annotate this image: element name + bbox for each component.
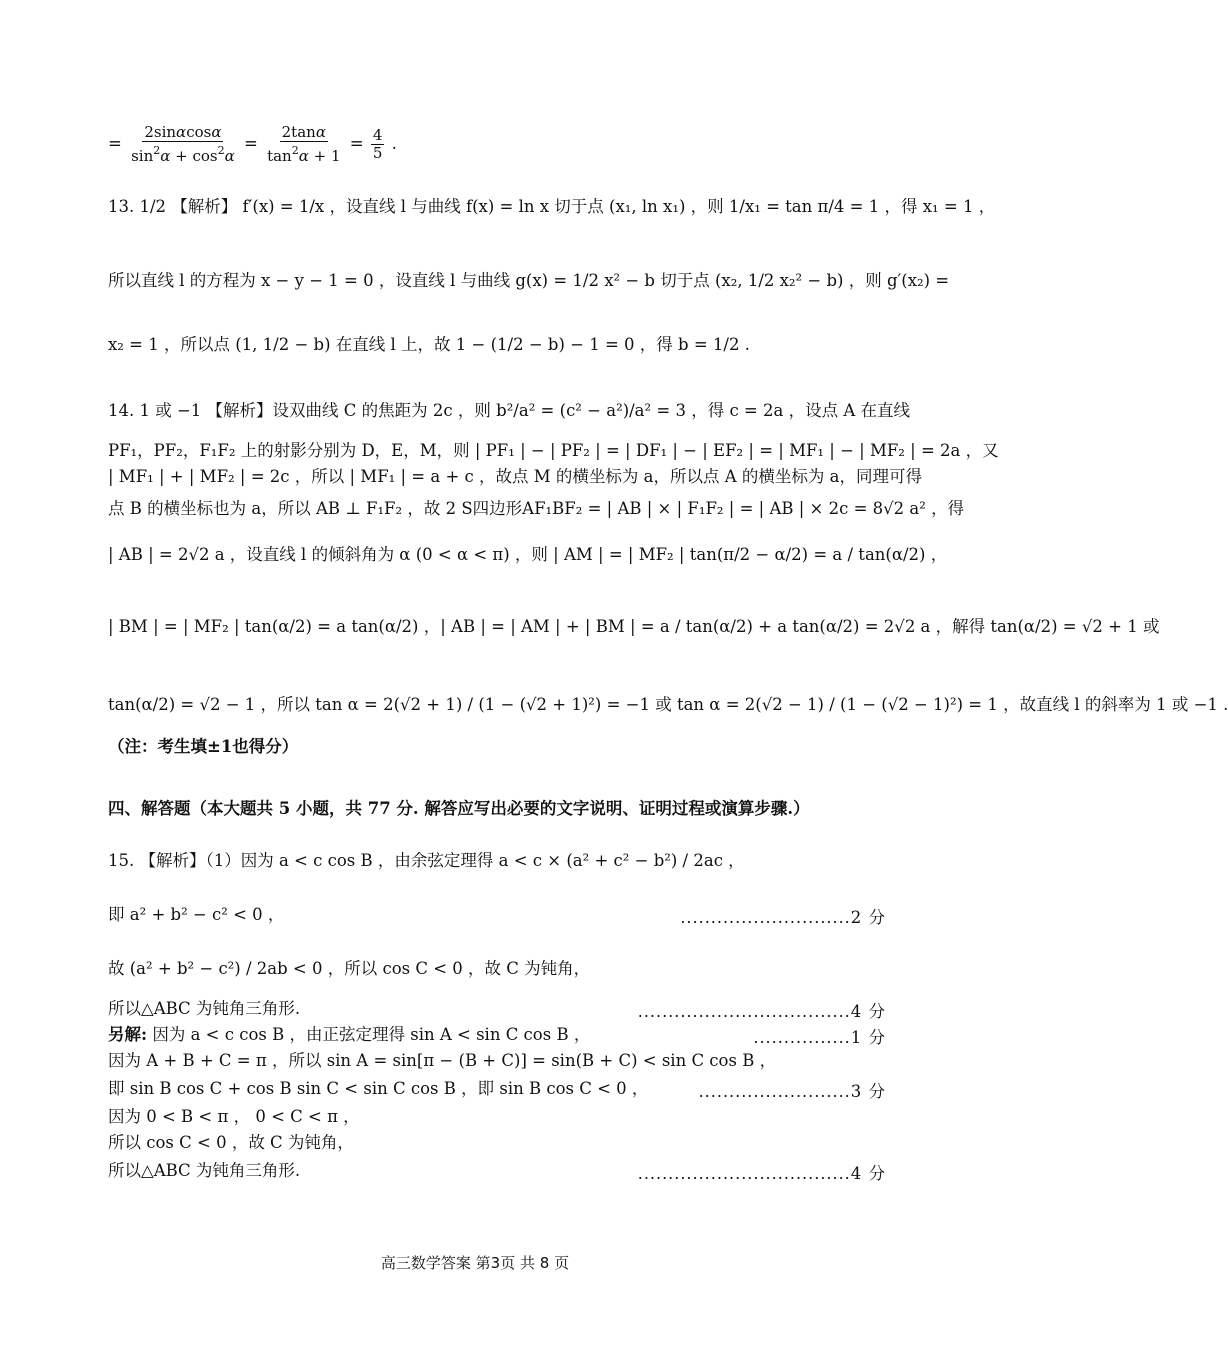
q14-line2-text: PF₁，PF₂，F₁F₂ 上的射影分别为 D，E，M，则 | PF₁ | − | PF₂ | = | DF₁ | − | EF₂ | = | MF₁ | − | MF₂ | = 2a ，又 xyxy=(108,441,999,460)
q14-line5-text: | AB | = 2√2 a ，设直线 l 的倾斜角为 α (0 < α < π) ，则 | AM | = | MF₂ | tan(π/2 − α/2) = a / tan(α/2) ， xyxy=(108,545,948,564)
page-footer-text: 高三数学答案 第3页 共 8 页 xyxy=(380,1254,570,1272)
q15-alt4 xyxy=(108,1106,360,1128)
q14-line3 xyxy=(108,466,922,488)
q15-alt6 xyxy=(108,1160,300,1182)
q15-line1 xyxy=(108,850,745,872)
q14-line2 xyxy=(108,440,999,462)
q14-line7 xyxy=(108,694,1228,716)
q14-line1 xyxy=(108,400,910,422)
q13-line3 xyxy=(108,334,750,356)
q15-line1-text: 15. 【解析】（1）因为 a < c cos B ，由余弦定理得 a < c × (a² + c² − b²) / 2ac ， xyxy=(108,851,745,870)
q13-line1-text: 13. 1/2 【解析】 f′(x) = 1/x ，设直线 l 与曲线 f(x) = ln x 切于点 (x₁, ln x₁) ，则 1/x₁ = tan π/4 = 1 ，得 x₁ = 1 ， xyxy=(108,197,996,216)
q15-line4-text: 所以△ABC 为钝角三角形. xyxy=(108,999,301,1018)
q13-line3-text: x₂ = 1 ，所以点 (1, 1/2 − b) 在直线 l 上，故 1 − (1/2 − b) − 1 = 0 ，得 b = 1/2 . xyxy=(108,335,750,354)
q14-line7-text: tan(α/2) = √2 − 1 ，所以 tan α = 2(√2 + 1) / (1 − (√2 + 1)²) = −1 或 tan α = 2(√2 − 1) / (1 − (√2 − 1)²) = 1 ，故直线 l 的斜率为 1 或 −1 . xyxy=(108,695,1228,714)
q15-line4 xyxy=(108,998,300,1020)
q15-alt4-text: 因为 0 < B < π ， 0 < C < π ， xyxy=(108,1107,360,1126)
q15-line4-score: ...................................4 分 xyxy=(637,1002,886,1021)
q15-alt3-text: 即 sin B cos C + cos B sin C < sin C cos B ，即 sin B cos C < 0 ， xyxy=(108,1079,649,1098)
q13-line2-text: 所以直线 l 的方程为 x − y − 1 = 0 ，设直线 l 与曲线 g(x) = 1/2 x² − b 切于点 (x₂, 1/2 x₂² − b) ，则 g′(x₂) = xyxy=(108,271,950,290)
q14-line6 xyxy=(108,616,1159,638)
q15-alt3-score: .........................3 分 xyxy=(698,1082,886,1101)
q13-line2 xyxy=(108,270,949,292)
score-4b: 4 分 xyxy=(850,1164,886,1183)
q14-line5 xyxy=(108,544,947,566)
score-4a: 4 分 xyxy=(850,1002,886,1021)
q15-line2 xyxy=(108,904,284,926)
q14-note xyxy=(108,736,298,758)
score-2: 2 分 xyxy=(850,908,886,927)
section4-header xyxy=(108,798,810,820)
q15-alt1 xyxy=(108,1024,590,1046)
q15-alt1-score: ................1 分 xyxy=(753,1028,886,1047)
q15-alt2 xyxy=(108,1050,776,1072)
q15-alt6-score: ...................................4 分 xyxy=(637,1164,886,1183)
q15-alt2-text: 因为 A + B + C = π ，所以 sin A = sin[π − (B + C)] = sin(B + C) < sin C cos B ， xyxy=(108,1051,777,1070)
q15-alt6-text: 所以△ABC 为钝角三角形. xyxy=(108,1161,301,1180)
q13-line1 xyxy=(108,196,995,218)
q14-note-text: （注：考生填±1也得分） xyxy=(108,737,299,756)
q15-alt1-text: 因为 a < c cos B ，由正弦定理得 sin A < sin C cos B ， xyxy=(152,1025,591,1044)
q15-line3-text: 故 (a² + b² − c²) / 2ab < 0 ，所以 cos C < 0 ，故 C 为钝角， xyxy=(108,959,591,978)
q15-line2-text: 即 a² + b² − c² < 0 ， xyxy=(108,905,285,924)
page-footer xyxy=(0,1252,950,1273)
q15-alt5 xyxy=(108,1132,354,1154)
prev-tail-line: = $\frac{2\sin\alpha\cos\alpha}{\sin^2\alpha + \cos^2\alpha}$ = $\frac{2\tan\alpha}{\tan^2\alpha + 1}$ = $\frac{4}{5}$ . xyxy=(108,123,397,165)
score-3: 3 分 xyxy=(850,1082,886,1101)
q15-line2-score: ............................2 分 xyxy=(680,908,886,927)
q14-line4 xyxy=(108,498,964,520)
q15-alt5-text: 所以 cos C < 0 ，故 C 为钝角， xyxy=(108,1133,354,1152)
q15-line3 xyxy=(108,958,590,980)
alt-label: 另解: xyxy=(108,1025,148,1044)
section4-header-text: 四、解答题（本大题共 5 小题，共 77 分. 解答应写出必要的文字说明、证明过程或演算步骤.） xyxy=(108,799,810,818)
q14-line1-text: 14. 1 或 −1 【解析】设双曲线 C 的焦距为 2c ，则 b²/a² = (c² − a²)/a² = 3 ，得 c = 2a ，设点 A 在直线 xyxy=(108,401,910,420)
q15-alt3 xyxy=(108,1078,648,1100)
score-1: 1 分 xyxy=(850,1028,886,1047)
q14-line6-text: | BM | = | MF₂ | tan(α/2) = a tan(α/2) ，| AB | = | AM | + | BM | = a / tan(α/2) + a tan(α/2) = 2√2 a ，解得 tan(α/2) = √2 + 1 或 xyxy=(108,617,1160,636)
q14-line3-text: | MF₁ | + | MF₂ | = 2c ，所以 | MF₁ | = a + c ，故点 M 的横坐标为 a，所以点 A 的横坐标为 a，同理可得 xyxy=(108,467,922,486)
q14-line4-text: 点 B 的横坐标也为 a，所以 AB ⊥ F₁F₂ ，故 2 S四边形AF₁BF₂ = | AB | × | F₁F₂ | = | AB | × 2c = 8√2 a² ，得 xyxy=(108,499,965,518)
